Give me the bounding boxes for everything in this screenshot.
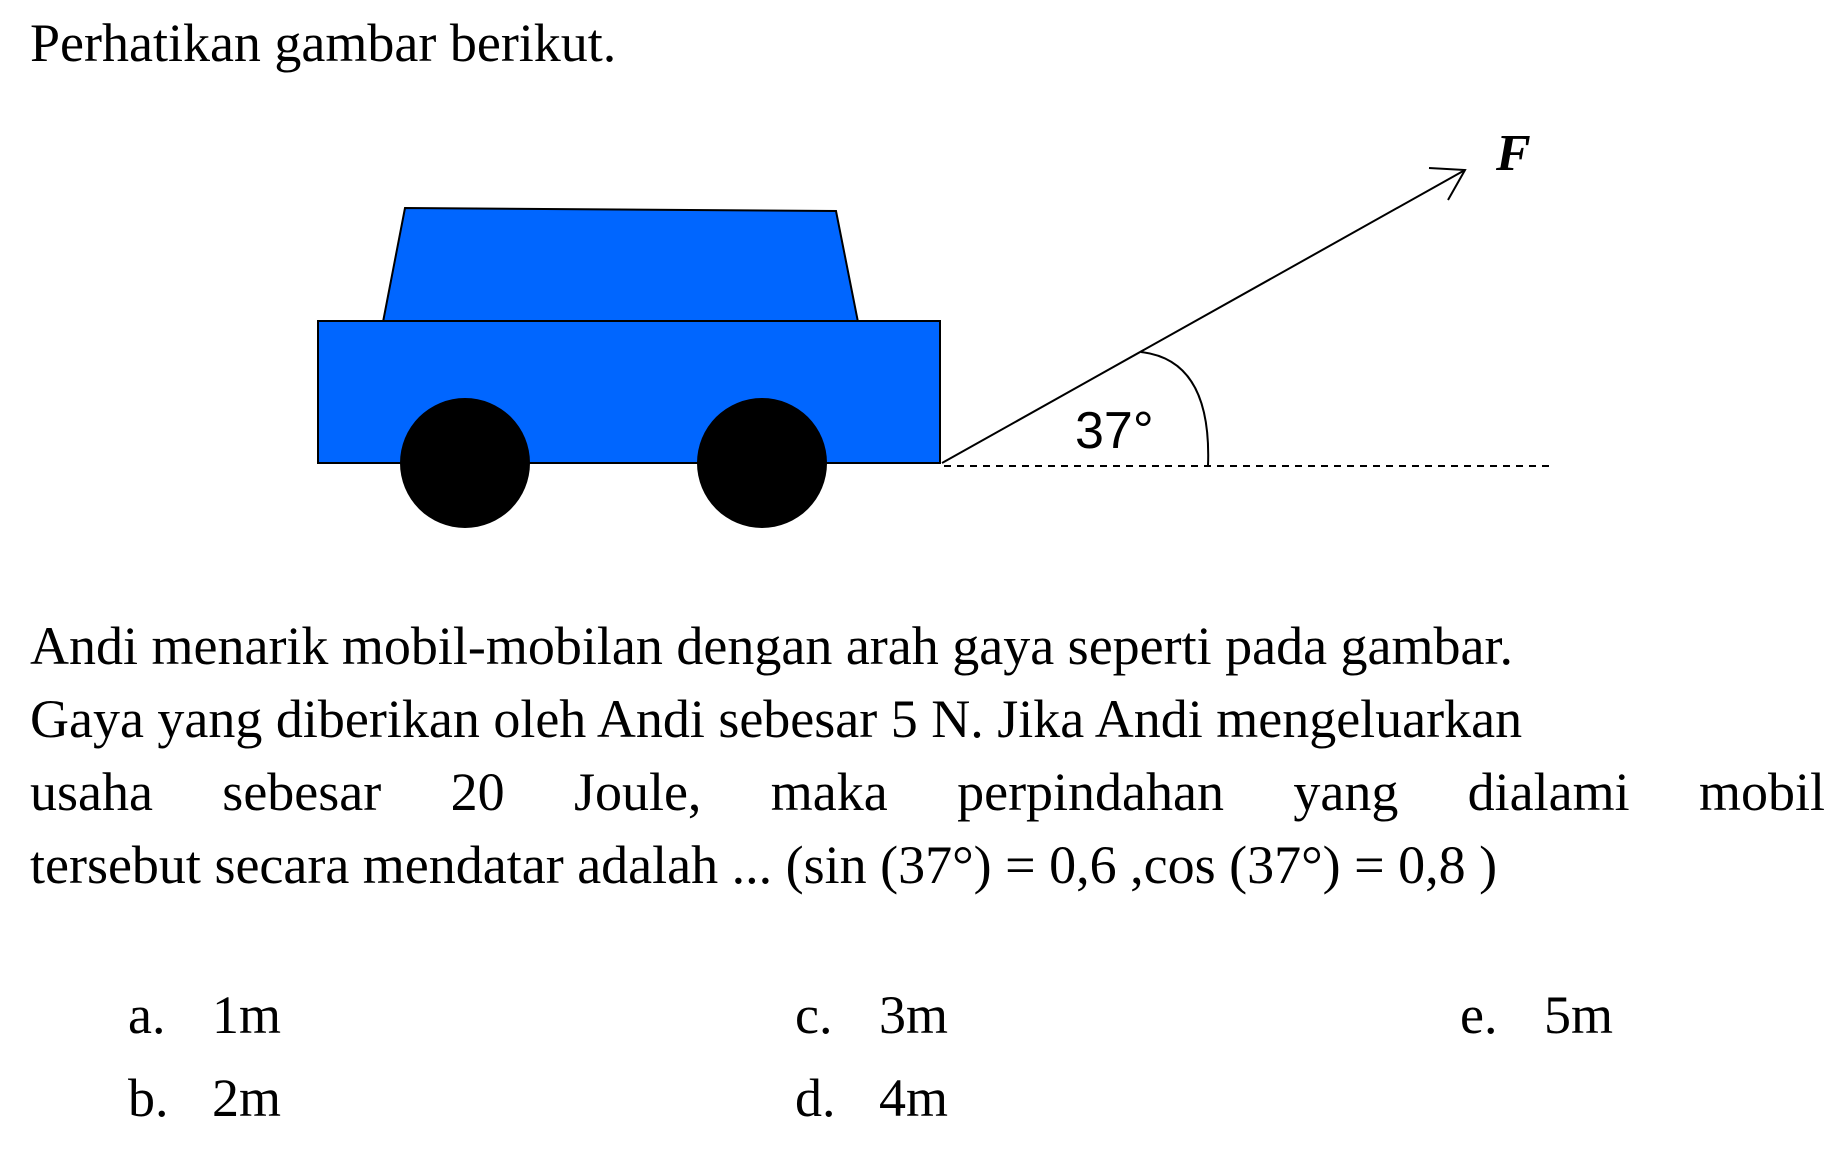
option-a[interactable] [128, 985, 281, 1045]
option-letter: a. [128, 985, 166, 1045]
intro-text: Perhatikan gambar berikut. [30, 13, 617, 73]
car-roof [383, 208, 858, 322]
angle-label: 37° [1075, 402, 1154, 460]
option-letter: b. [128, 1068, 169, 1128]
car-wheel-rear [400, 398, 530, 528]
option-e[interactable] [1460, 985, 1613, 1045]
question-paragraph [30, 610, 1825, 902]
force-label: F [1496, 125, 1531, 182]
option-b[interactable] [128, 1068, 281, 1128]
option-value: 2m [212, 1068, 282, 1128]
option-letter: d. [795, 1068, 836, 1128]
option-value: 4m [879, 1068, 949, 1128]
option-letter: c. [795, 985, 833, 1045]
option-letter: e. [1460, 985, 1498, 1045]
question-line-3: usaha sebesar 20 Joule, maka perpindahan yang dialami mobil [30, 762, 1825, 822]
car-wheel-front [697, 398, 827, 528]
force-vector-line [942, 170, 1465, 463]
question-line-1: Andi menarik mobil-mobilan dengan arah gaya seperti pada gambar. [30, 616, 1513, 676]
option-d[interactable] [795, 1068, 948, 1128]
question-line-4: tersebut secara mendatar adalah ... (sin (37°) = 0,6 ,cos (37°) = 0,8 ) [30, 835, 1498, 895]
car-force-diagram [0, 0, 1847, 560]
option-value: 3m [879, 985, 949, 1045]
question-line-2: Gaya yang diberikan oleh Andi sebesar 5 N. Jika Andi mengeluarkan [30, 689, 1523, 749]
option-value: 1m [212, 985, 282, 1045]
option-value: 5m [1544, 985, 1614, 1045]
option-c[interactable] [795, 985, 948, 1045]
